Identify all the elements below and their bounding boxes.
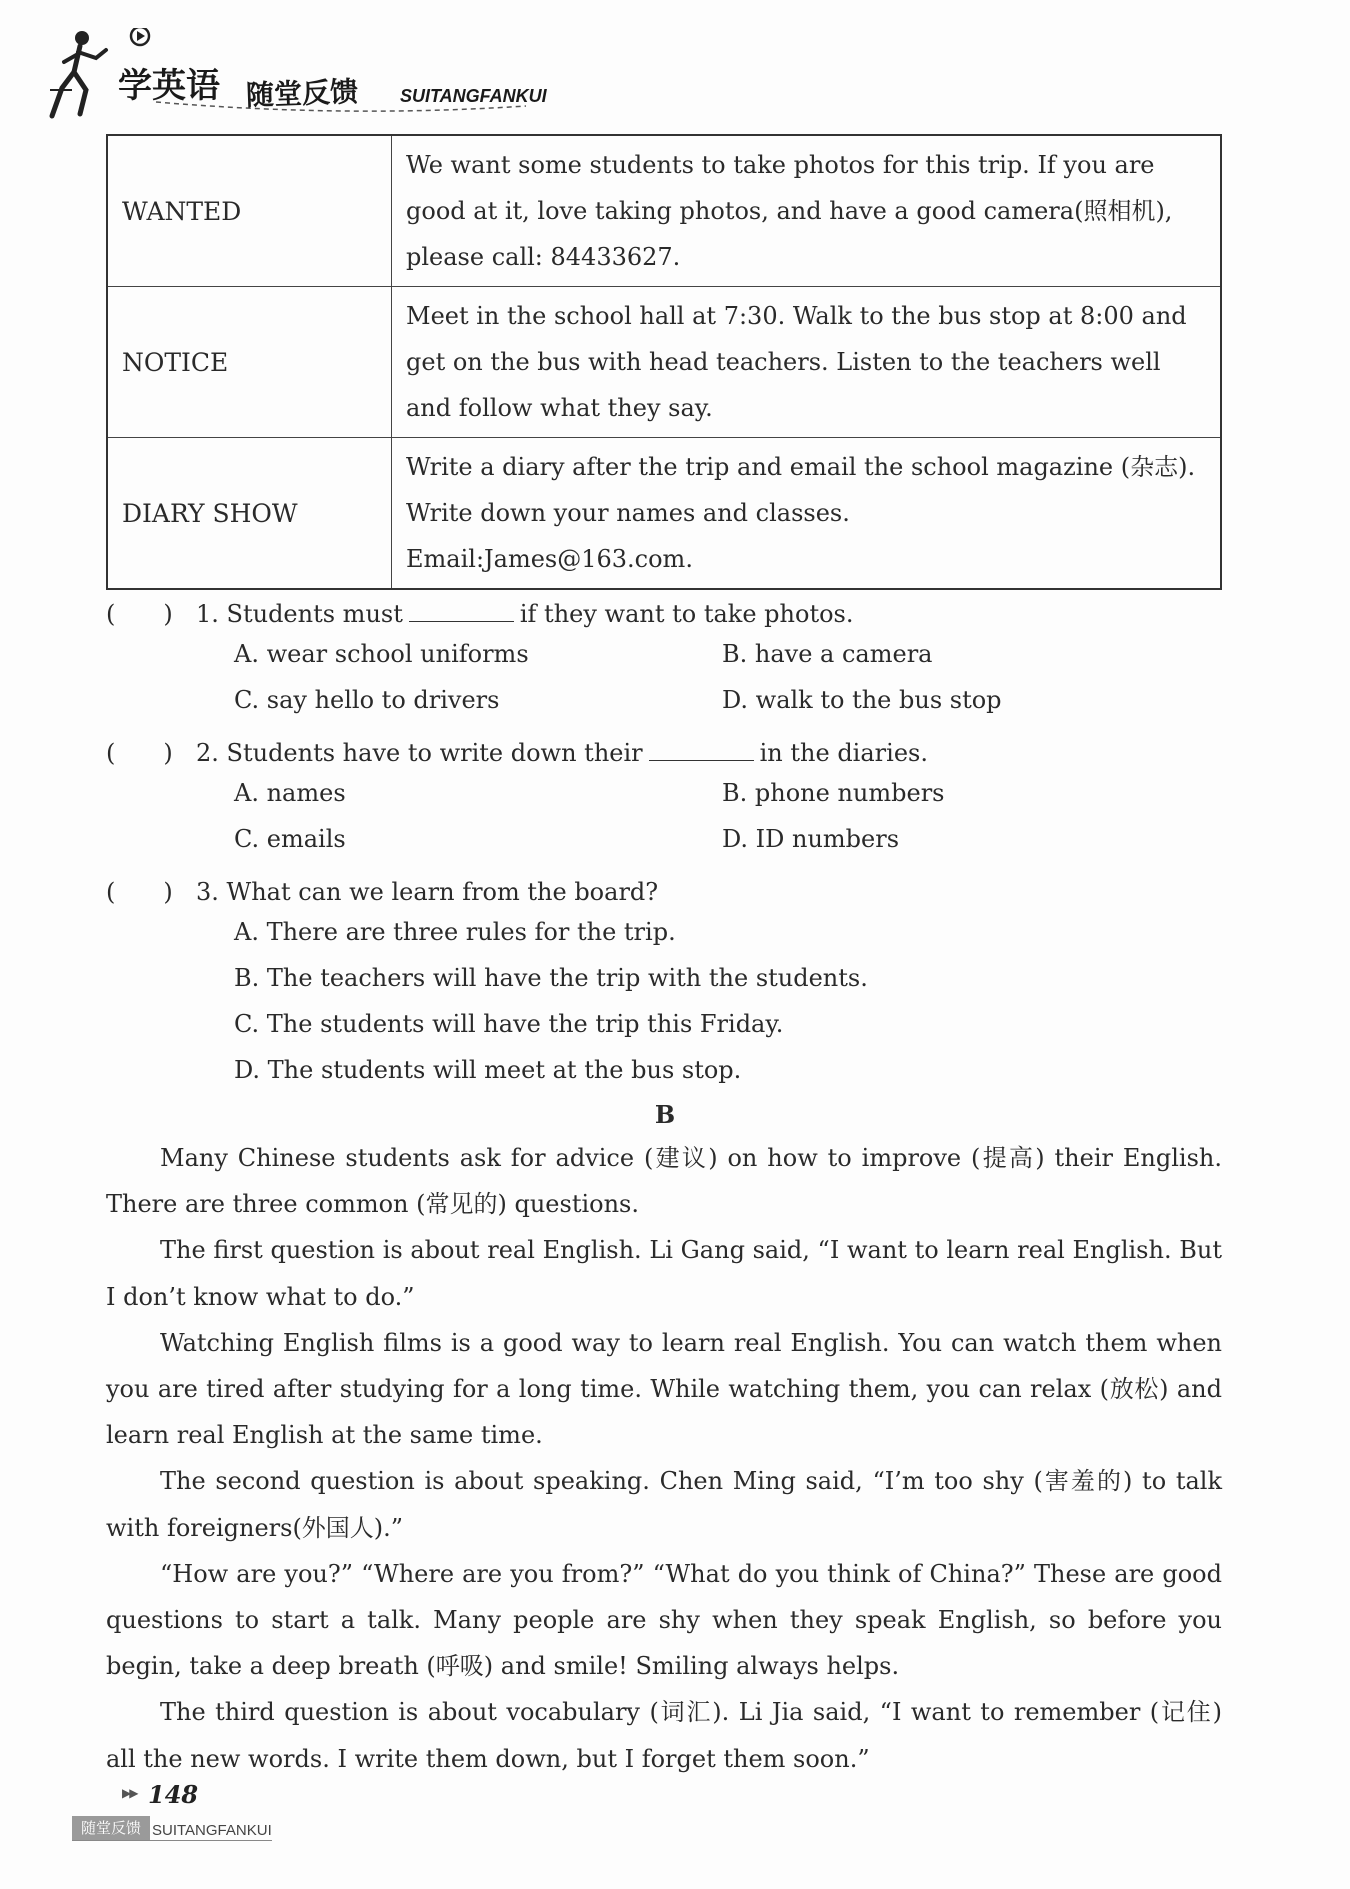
passage-paragraph: “How are you?” “Where are you from?” “What do you think of China?” These are good questions to start a talk. Many people are shy when they speak English, so before you begin, take a deep breath (呼吸) and smile! Smiling always helps. <box>106 1559 1222 1681</box>
question-2 <box>106 733 928 768</box>
answer-bracket[interactable]: ( ) <box>106 878 173 906</box>
question-stem: 3. What can we learn from the board? <box>196 878 659 906</box>
row-text-notice: Meet in the school hall at 7:30. Walk to the bus stop at 8:00 and get on the bus with head teachers. Listen to the teachers well and follow what they say. <box>392 287 1222 438</box>
table-row <box>107 438 1221 590</box>
option-1b[interactable]: B. have a camera <box>722 640 933 668</box>
option-1c[interactable]: C. say hello to drivers <box>234 686 500 714</box>
footer-latin: SUITANGFANKUI <box>152 1822 272 1839</box>
diary-line: Email:James@163.com. <box>406 545 693 573</box>
footer-label: 随堂反馈 <box>72 1816 150 1840</box>
passage-paragraph: Watching English films is a good way to learn real English. You can watch them when you are tired after studying for a long time. While watching them, you can relax (放松) and learn real English at the same time. <box>106 1328 1222 1450</box>
question-stem: 2. Students have to write down their <box>196 739 643 767</box>
option-1a[interactable]: A. wear school uniforms <box>234 640 529 668</box>
question-stem-end: in the diaries. <box>759 739 928 767</box>
passage-paragraph: The first question is about real English. Li Gang said, “I want to learn real English. But I don’t know what to do.” <box>106 1236 1222 1311</box>
runner-logo-icon <box>46 28 126 124</box>
footer-divider <box>72 1840 272 1841</box>
option-3a[interactable]: A. There are three rules for the trip. <box>234 918 676 946</box>
question-3 <box>106 872 658 907</box>
passage-paragraph: Many Chinese students ask for advice (建议) on how to improve (提高) their English. There are three common (常见的) questions. <box>106 1144 1222 1219</box>
option-2d[interactable]: D. ID numbers <box>722 825 900 853</box>
brand-title: 学英语 <box>118 66 220 106</box>
reading-passage <box>106 1135 1222 1782</box>
passage-paragraph: The third question is about vocabulary (词汇). Li Jia said, “I want to remember (记住) all the new words. I write them down, but I forget them soon.” <box>106 1698 1222 1773</box>
option-2c[interactable]: C. emails <box>234 825 346 853</box>
table-row <box>107 287 1221 438</box>
question-1 <box>106 594 853 629</box>
row-label-diary-show: DIARY SHOW <box>107 438 392 590</box>
row-text-wanted: We want some students to take photos for this trip. If you are good at it, love taking photos, and have a good camera(照相机), please call: 84433627. <box>392 135 1222 287</box>
option-3d[interactable]: D. The students will meet at the bus stop. <box>234 1056 742 1084</box>
diary-line: Write down your names and classes. <box>406 499 850 527</box>
option-2a[interactable]: A. names <box>234 779 346 807</box>
answer-blank[interactable] <box>409 601 514 622</box>
passage-paragraph: The second question is about speaking. Chen Ming said, “I’m too shy (害羞的) to talk with foreigners(外国人).” <box>106 1467 1222 1542</box>
page-number: 148 <box>148 1780 199 1809</box>
page-header <box>46 28 546 128</box>
question-stem-end: if they want to take photos. <box>519 600 854 628</box>
row-label-wanted: WANTED <box>107 135 392 287</box>
row-label-notice: NOTICE <box>107 287 392 438</box>
answer-blank[interactable] <box>649 740 754 761</box>
answer-bracket[interactable]: ( ) <box>106 600 173 628</box>
option-3b[interactable]: B. The teachers will have the trip with the students. <box>234 964 868 992</box>
notice-board-table <box>106 134 1222 590</box>
row-text-diary-show <box>392 438 1222 590</box>
section-heading: B <box>654 1100 676 1129</box>
diary-line: Write a diary after the trip and email the school magazine (杂志). <box>406 453 1196 481</box>
table-row <box>107 135 1221 287</box>
option-2b[interactable]: B. phone numbers <box>722 779 945 807</box>
arrow-icon: ▶▶ <box>122 1786 137 1800</box>
brand-latin: SUITANGFANKUI <box>400 86 547 106</box>
option-3c[interactable]: C. The students will have the trip this Friday. <box>234 1010 784 1038</box>
brand-subtitle: 随堂反馈 <box>245 75 359 112</box>
question-stem: 1. Students must <box>196 600 403 628</box>
answer-bracket[interactable]: ( ) <box>106 739 173 767</box>
option-1d[interactable]: D. walk to the bus stop <box>722 686 1002 714</box>
